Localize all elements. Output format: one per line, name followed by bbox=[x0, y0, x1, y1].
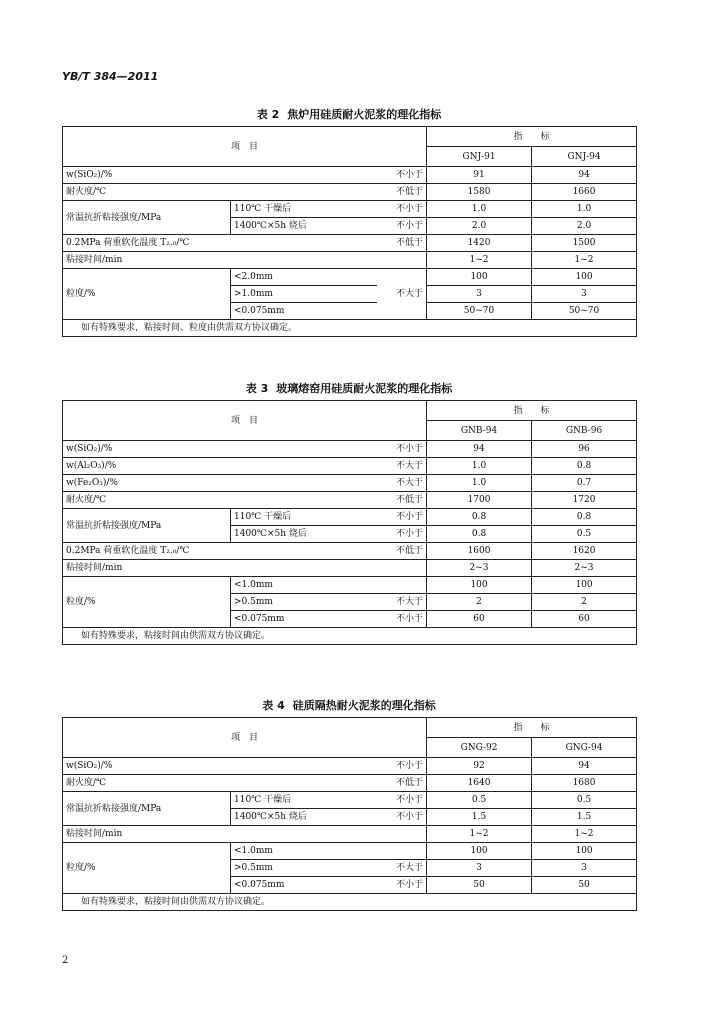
table-row: 1400℃×5h 烧后 不小于 2.0 2.0 bbox=[63, 218, 637, 235]
table-3-note-row bbox=[63, 628, 637, 645]
table-4-grade-2: GNG-94 bbox=[532, 738, 637, 758]
table-4 bbox=[62, 717, 637, 911]
table-row: w(Al₂O₃)/% 不大于 1.0 0.8 bbox=[63, 458, 637, 475]
table-row: <0.075mm 不小于 50 50 bbox=[63, 877, 637, 894]
table-row: w(SiO₂)/% 不小于 94 96 bbox=[63, 441, 637, 458]
table-4-title: 硅质隔热耐火泥浆的理化指标 bbox=[292, 699, 436, 712]
table-2-index-header: 指 标 bbox=[427, 127, 637, 147]
table-3-item-header: 项 目 bbox=[63, 401, 427, 441]
table-row: 粘接时间/min 1~2 1~2 bbox=[63, 252, 637, 269]
table-3-number: 表 3 bbox=[245, 382, 269, 395]
table-2-caption bbox=[62, 106, 636, 122]
table-3-note: 如有特殊要求，粘接时间由供需双方协议确定。 bbox=[63, 628, 637, 645]
table-row: >1.0mm 3 3 bbox=[63, 286, 637, 303]
table-row: 耐火度/℃ 不低于 1640 1680 bbox=[63, 775, 637, 792]
table-row: 0.2MPa 荷重软化温度 T₂.₀/℃ 不低于 1420 1500 bbox=[63, 235, 637, 252]
table-2-grade-2: GNJ-94 bbox=[532, 147, 637, 167]
table-row: 粒度/% <2.0mm 不大于 100 100 bbox=[63, 269, 637, 286]
table-3-index-header: 指 标 bbox=[427, 401, 637, 421]
page-number: 2 bbox=[62, 955, 69, 966]
table-2-note: 如有特殊要求，粘接时间、粒度由供需双方协议确定。 bbox=[63, 320, 637, 337]
table-row: w(SiO₂)/% 不小于 92 94 bbox=[63, 758, 637, 775]
table-3 bbox=[62, 400, 637, 645]
table-row: 粘接时间/min 1~2 1~2 bbox=[63, 826, 637, 843]
table-row: 粘接时间/min 2~3 2~3 bbox=[63, 560, 637, 577]
table-4-index-header: 指 标 bbox=[427, 718, 637, 738]
standard-code: YB/T 384—2011 bbox=[62, 70, 159, 83]
table-2-note-row bbox=[63, 320, 637, 337]
table-3-title: 玻璃熔窑用硅质耐火泥浆的理化指标 bbox=[276, 382, 453, 395]
table-4-grade-1: GNG-92 bbox=[427, 738, 532, 758]
table-row: 1400℃×5h 烧后 不小于 0.8 0.5 bbox=[63, 526, 637, 543]
table-4-item-header: 项 目 bbox=[63, 718, 427, 758]
table-row: <0.075mm 不小于 60 60 bbox=[63, 611, 637, 628]
table-3-caption bbox=[62, 380, 636, 396]
table-row: w(SiO₂)/% 不小于 91 94 bbox=[63, 167, 637, 184]
table-2-title: 焦炉用硅质耐火泥浆的理化指标 bbox=[287, 108, 442, 121]
table-2 bbox=[62, 126, 637, 337]
table-4-note-row bbox=[63, 894, 637, 911]
table-2-item-header: 项 目 bbox=[63, 127, 427, 167]
table-row: 粒度/% <1.0mm 100 100 bbox=[63, 577, 637, 594]
table-row: >0.5mm 不大于 2 2 bbox=[63, 594, 637, 611]
table-row: 常温抗折粘接强度/MPa 110℃ 干燥后 不小于 0.8 0.8 bbox=[63, 509, 637, 526]
table-row: 常温抗折粘接强度/MPa 110℃ 干燥后 不小于 0.5 0.5 bbox=[63, 792, 637, 809]
table-4-note: 如有特殊要求，粘接时间由供需双方协议确定。 bbox=[63, 894, 637, 911]
table-row: 1400℃×5h 烧后 不小于 1.5 1.5 bbox=[63, 809, 637, 826]
table-row: 常温抗折粘接强度/MPa 110℃ 干燥后 不小于 1.0 1.0 bbox=[63, 201, 637, 218]
table-row: 耐火度/℃ 不低于 1580 1660 bbox=[63, 184, 637, 201]
table-4-number: 表 4 bbox=[262, 699, 285, 712]
table-row: 耐火度/℃ 不低于 1700 1720 bbox=[63, 492, 637, 509]
table-3-grade-1: GNB-94 bbox=[427, 421, 532, 441]
table-row: 粒度/% <1.0mm 100 100 bbox=[63, 843, 637, 860]
table-3-grade-2: GNB-96 bbox=[532, 421, 637, 441]
table-4-caption bbox=[62, 697, 636, 713]
table-row: 0.2MPa 荷重软化温度 T₂.₀/℃ 不低于 1600 1620 bbox=[63, 543, 637, 560]
table-row: <0.075mm 50~70 50~70 bbox=[63, 303, 637, 320]
table-2-number: 表 2 bbox=[256, 108, 280, 121]
table-2-grade-1: GNJ-91 bbox=[427, 147, 532, 167]
table-row: w(Fe₂O₃)/% 不大于 1.0 0.7 bbox=[63, 475, 637, 492]
table-row: >0.5mm 不大于 3 3 bbox=[63, 860, 637, 877]
